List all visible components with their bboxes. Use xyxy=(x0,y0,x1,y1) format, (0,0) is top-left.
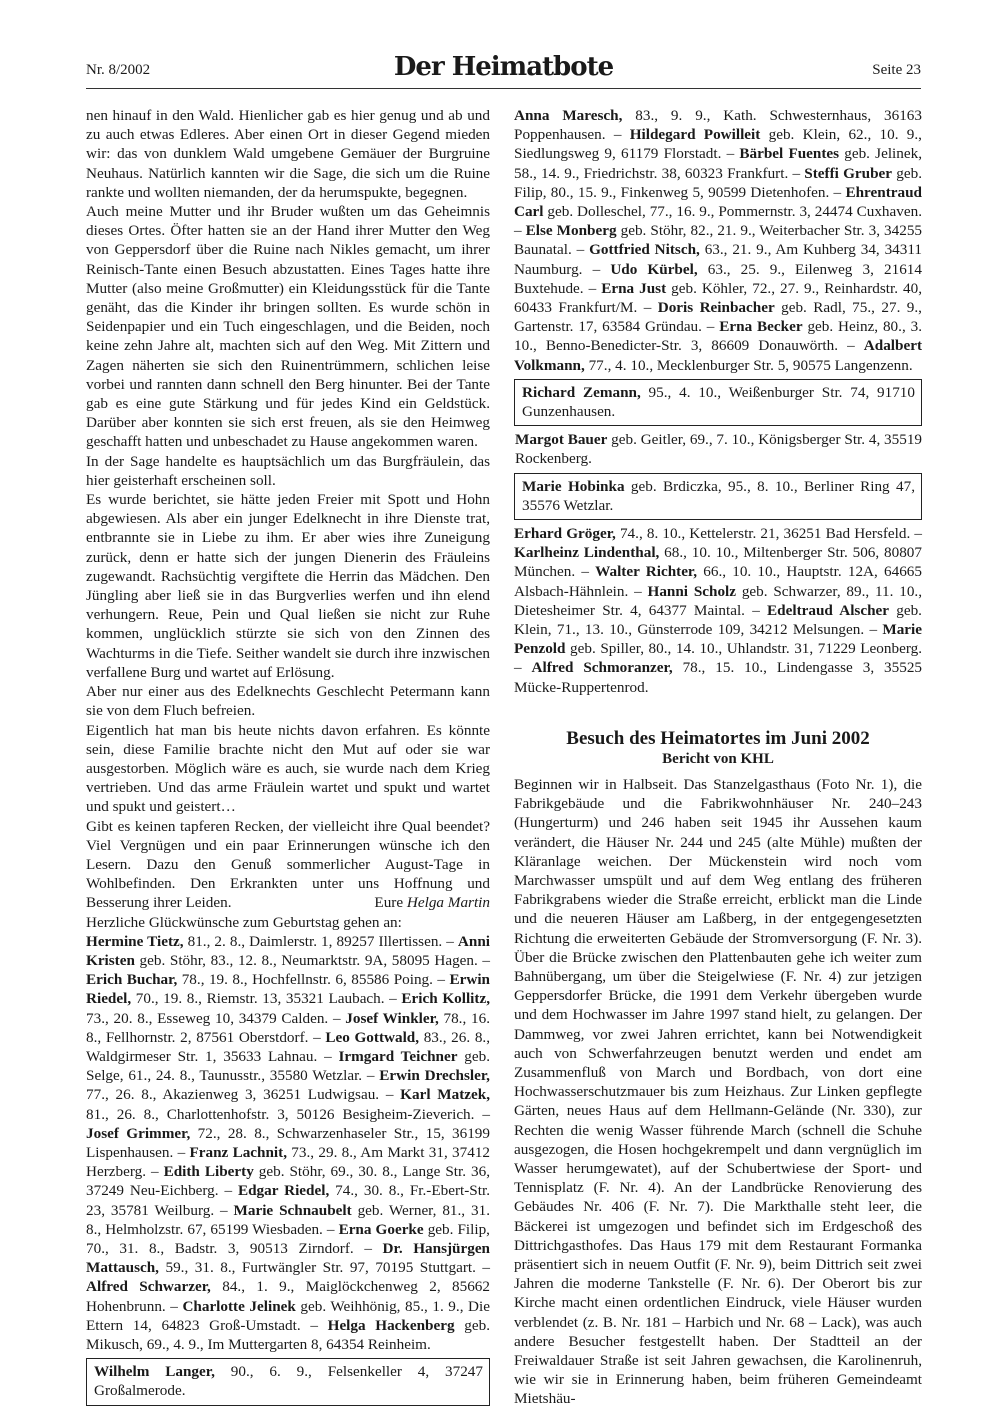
birthday-details: 74., 8. 10., Kettelerstr. 21, 36251 Bad Hersfeld. – xyxy=(615,525,922,543)
birthday-details: 63., 21. 9., Am Kuhberg 34, 34311 Naumburg. – xyxy=(514,241,922,278)
birthday-details: geb. Stöhr, 83., 12. 8., Neumarktstr. 9A, 58095 Hagen. – xyxy=(134,951,490,969)
birthday-details: geb. Köhler, 72., 27. 9., Reinhardstr. 40, 60433 Frankfurt/M. – xyxy=(514,279,923,317)
birthday-name: Hildegard Powilleit xyxy=(629,126,761,144)
birthday-name: Erich Kollitz, xyxy=(401,990,490,1008)
birthday-details: geb. Jelinek, 58., 14. 9., Friedrichstr. 38, 60323 Frankfurt. – xyxy=(514,145,922,182)
header-rule xyxy=(86,88,921,89)
birthday-name: Franz Lachnit, xyxy=(189,1143,288,1161)
birthday-name: Else Monberg xyxy=(525,222,617,240)
birthday-name: Anna Maresch, xyxy=(514,107,623,124)
birthday-name: Leo Gottwald, xyxy=(325,1028,420,1046)
issue-number: Nr. 8/2002 xyxy=(86,62,151,78)
birthday-name: Edeltraud Alscher xyxy=(767,601,890,619)
birthday-name: Hermine Tietz, xyxy=(86,932,184,950)
birthday-name: Gottfried Nitsch, xyxy=(589,241,700,259)
birthday-details: 74., 30. 8., Fr.-Ebert-Str. 23, 35781 Weilburg. – xyxy=(86,1182,490,1219)
birthday-details: 77., 26. 8., Akazienweg 3, 36251 Ludwigsau. – xyxy=(86,1086,401,1104)
birthday-name: Josef Winkler, xyxy=(345,1009,439,1027)
birthday-details: geb. Mikusch, 69., 4. 9., Im Muttergarten 8, 64354 Reinheim. xyxy=(86,1316,490,1353)
box2-name: Marie Hobinka xyxy=(522,477,625,495)
birthday-details: geb. Schwarzer, 89., 11. 10., Dietesheimer Str. 4, 64377 Maintal. – xyxy=(514,582,923,619)
closing-paragraph xyxy=(86,817,490,913)
birthday-name: Udo Kürbel, xyxy=(610,260,698,278)
birthday-details: 81., 26. 8., Charlottenhofstr. 3, 50126 Besigheim-Zieverich. – xyxy=(86,1105,490,1123)
article-title: Besuch des Heimatortes im Juni 2002 xyxy=(566,727,870,749)
box1-details: 95., 4. 10., Weißenburger Str. 74, 91710 Gunzenhausen. xyxy=(522,383,915,421)
story-paragraph: Eigentlich hat man bis heute nichts davon erfahren. Es könnte sein, diese Familie brachte nicht den Mut auf oder sie war ausgestorben. Möglich wäre es auch, sie wurde nach dem Krieg vertrieben. Und das arme Fräulein wartet und spukt und wartet und spukt und geistert… xyxy=(86,721,490,816)
birthday-details: 81., 2. 8., Daimlerstr. 1, 89257 Illertissen. – xyxy=(183,932,458,950)
story-paragraph: In der Sage handelte es hauptsächlich um das Burgfräulein, das hier geisterhaft erscheinen soll. xyxy=(86,452,490,489)
birthday-details: 72., 28. 8., Schwarzenhaseler Str., 15, 36199 Lispenhausen. – xyxy=(86,1124,490,1161)
birthday-details: 73., 20. 8., Esseweg 10, 34379 Calden. – xyxy=(86,1009,346,1027)
birthday-details: 77., 4. 10., Mecklenburger Str. 5, 90575 Langenzenn. xyxy=(584,356,913,374)
birthday-details: 66., 10. 10., Hauptstr. 12A, 64665 Alsbach-Hähnlein. – xyxy=(514,563,922,600)
birthday-details: geb. Stöhr, 69., 30. 8., Lange Str. 36, 37249 Neu-Eichberg. – xyxy=(86,1163,491,1200)
story-paragraph: Aber nur einer aus des Edelknechts Geschlecht Petermann kann sie von dem Fluch befreien. xyxy=(86,683,490,720)
birthday-details: geb. Selge, 61., 24. 8., Taunusstr., 35580 Wetzlar. – xyxy=(86,1047,490,1085)
right-column xyxy=(514,106,922,1409)
birthday-details: 84., 1. 9., Maiglöckchenweg 2, 85662 Hohenbrunn. – xyxy=(86,1278,490,1315)
birthday-details: geb. Werner, 81., 31. 8., Helmholzstr. 67, 65199 Wiesbaden. – xyxy=(86,1201,490,1238)
box-details: 90., 6. 9., Felsenkeller 4, 37247 Großalmerode. xyxy=(94,1363,483,1400)
birthday-name: Edgar Riedel, xyxy=(237,1182,330,1200)
birthday-name: Karl Matzek, xyxy=(400,1086,490,1104)
birthday-details: 59., 31. 8., Furtwängler Str. 97, 70195 Stuttgart. – xyxy=(158,1259,490,1277)
box2-details: geb. Brdiczka, 95., 8. 10., Berliner Ring 47, 35576 Wetzlar. xyxy=(522,477,915,514)
birthday-name: Erich Buchar, xyxy=(86,971,178,989)
signature-prefix: Eure xyxy=(374,894,404,912)
greeting-heading: Herzliche Glückwünsche zum Geburtstag gehen an: xyxy=(86,913,402,931)
birthday-name: Alfred Schwarzer, xyxy=(86,1278,211,1296)
birthday-name: Hanni Scholz xyxy=(647,582,737,600)
birthday-name: Karlheinz Lindenthal, xyxy=(514,544,660,562)
birthday-entry-plain xyxy=(514,430,922,468)
story-text xyxy=(86,106,490,817)
box-name: Wilhelm Langer, xyxy=(94,1363,215,1381)
story-paragraph: Auch meine Mutter und ihr Bruder wußten um das Geheimnis dieses Ortes. Öfter hatten sie an der Hand ihrer Mutter den Weg von Geppersdorf über die Ruine nach Nikles gemacht, um ihrer Reinisch-Tante einen Besuch abzustatten. Eines Tages hatte ihre Mutter (also meine Großmutter) ein Kleidungsstück für die Tante genäht, das die Kinder ihr bringen sollten. Es wurde schön in Seidenpapier und ein Tuch eingeschlagen, und die Beiden, noch keine zehn Jahre alt, machten sich auf den Weg. Mit Zittern und Zagen näherten sie sich den Ruinentrümmern, schlichen leise vorbei und rannten dann schnell den Berg hinunter. Bei der Tante gab es eine gute Stärkung und für jedes Kind ein Geldstück. Darüber aber konnten sie sich erst freuen, als sie den Heimweg geschafft hatten und unbeschadet zu Hause angekommen waren. xyxy=(86,203,490,451)
birthday-name: Bärbel Fuentes xyxy=(739,145,840,163)
birthday-details: 78., 15. 10., Lindengasse 3, 35525 Mücke-Ruppertenrod. xyxy=(514,659,923,696)
birthday-name: Erwin Riedel, xyxy=(86,971,490,1008)
birthday-details: geb. Klein, 71., 13. 10., Günsterrode 109, 34212 Melsungen. – xyxy=(514,601,922,639)
highlight-box-1 xyxy=(514,379,922,426)
birthday-name: Marie Schnaubelt xyxy=(233,1201,352,1219)
birthday-details: 78., 16. 8., Fellhornstr. 2, 87561 Oberstdorf. – xyxy=(86,1009,490,1046)
birthday-details: geb. Radl, 75., 27. 9., Gartenstr. 17, 63584 Gründau. – xyxy=(514,299,922,336)
page-number: Seite 23 xyxy=(872,62,921,78)
birthday-name: Erhard Gröger, xyxy=(514,525,616,543)
page-header xyxy=(86,52,921,88)
birthday-name: Erna Becker xyxy=(719,318,803,336)
birthday-name: Doris Reinbacher xyxy=(657,299,775,317)
birthday-name: Erna Just xyxy=(601,279,667,297)
birthday-details: 63., 25. 9., Eilenweg 3, 21614 Buxtehude. – xyxy=(514,260,922,297)
story-paragraph: nen hinauf in den Wald. Hienlicher gab es hier genug und ab und zu auch etwas Edleres. Aber einen Ort in dieser Gegend mieden wir: das von dunklem Wald umgebene Gemäuer der Burgruine Neuhaus. Natürlich kannten wir die Sage, die sich um die Ruine rankte und wollten niemanden, der da herumspukte, begegnen. xyxy=(86,107,490,201)
birthday-name: Adalbert Volkmann, xyxy=(514,337,922,374)
birthday-name: Erna Goerke xyxy=(338,1220,424,1238)
birthday-details: geb. Stöhr, 82., 21. 9., Weiterbacher Str. 3, 34255 Baunatal. – xyxy=(514,222,923,259)
box1-name: Richard Zemann, xyxy=(522,383,641,401)
article-body: Beginnen wir in Halbseit. Das Stanzelgasthaus (Foto Nr. 1), die Fabrikgebäude und die Fabrikwohnhäuser Nr. 240–243 (Hungerturm) und 246 haben seit 1945 ihr Aussehen kaum verändert, die Häuser Nr. 244 und 245 (alte Mühle) mußten der Kläranlage weichen. Der Mückenstein wird noch vom Marchwasser umspült und auf dem Weg entlang des früheren Fabrikgrabens wieder die Straße erreicht, erblickt man die Linde und die neueren Häuser am Laßberg, in der entgegengesetzten Richtung die erweiterten Gebäude der Stromversorgung (F. Nr. 3). Über die Brücke zwischen den Plattenbauten gehe ich weiter zum Bahnübergang, um über die Steigelwiese (F. Nr. 4) zur jetzigen Geppersdorfer Brücke, die 1991 dem Verkehr übergeben wurde und dem Hochwasser im Jahre 1997 stand hielt, zu gelangen. Der Dammweg, vor zwei Jahren errichtet, kann bei Notwendigkeit auch von Schwerfahrzeugen benutzt werden und endet am Zusammenfluß von March und Bordbach, von dort eine Hochwasserschutzmauer bis zum Heizhaus. Zur Linken gepflegte Gärten, neues Haus auf dem Hellmann-Gelände (Nr. 330), zur Rechten die wenig Wasser führende March (schnell die Schuhe ausgezogen, die Hosen hochgekrempelt und dann vergnüglich im Wasser herumgewatet), auf der Schubertwiese der Sport- und Tennisplatz (F. Nr. 4). An der Landbrücke Renovierung des Gebäudes Nr. 406 (F. Nr. 7). Die Markthalle steht leer, die Bäckerei ist umgezogen und befindet sich im Erdgeschoß des Dittrichgasthofes. Das Haus 179 mit dem Restaurant Formanka präsentiert sich in neuem Outfit (F. Nr. 9), beim Dittrich seit zwei Jahren die moderne Tankstelle (F. Nr. 6). Der Oberort bis zur Kirche macht einen ordentlichen Eindruck, viele Häuser wurden verblendet (z. B. Nr. 181 – Harbich und Nr. 68 – Lack), was auch andere Besucher festgestellt haben. Der Stadtteil an der Freiwaldauer Straße ist seit Jahren gewachsen, die Karolinenruh, wie wir sie in Erinnerung haben, beim früheren Gemeindeamt Mietshäu- xyxy=(514,775,922,1408)
birthday-name: Ehrentraud Carl xyxy=(514,183,922,221)
highlight-box-2 xyxy=(514,473,922,520)
birthday-name: Edith Liberty xyxy=(163,1163,254,1181)
signature xyxy=(374,893,490,912)
birthday-details: geb. Dolleschel, 77., 16. 9., Pommernstr. 3, 24474 Cuxhaven. – xyxy=(514,203,922,240)
birthday-name: Irmgard Teichner xyxy=(338,1047,458,1065)
birthday-details: geb. Weihhönig, 85., 1. 9., Die Ettern 14, 64823 Groß-Umstadt. – xyxy=(86,1297,490,1334)
birthday-name: Helga Hackenberg xyxy=(327,1316,455,1334)
birthday-list-left xyxy=(86,932,490,1354)
birthday-name: Steffi Gruber xyxy=(804,164,893,182)
birthday-name: Anni Kristen xyxy=(86,932,490,969)
birthday-details: 78., 19. 8., Hochfellnstr. 6, 85586 Poing. – xyxy=(177,971,450,989)
birthday-details: geb. Heinz, 80., 3. 10., Benno-Benedicter-Str. 3, 86609 Donauwörth. – xyxy=(514,318,923,355)
birthday-list-right-b xyxy=(514,524,922,697)
birthday-details: 73., 29. 8., Am Markt 31, 37412 Herzberg. – xyxy=(86,1143,491,1181)
birthday-details: 68., 10. 10., Miltenberger Str. 506, 80807 München. – xyxy=(514,544,922,581)
birthday-details: 83., 26. 8., Waldgirmeser Str. 1, 35633 Lahnau. – xyxy=(86,1028,491,1065)
closing-text: Gibt es keinen tapferen Recken, der vielleicht ihre Qual beendet? Viel Vergnügen und ein paar Erinnerungen wünsche ich den Lesern. Dazu den Genuß sommerlicher August-Tage in Wohlbefinden. Den Erkrankten unter uns Hoffnung und Besserung ihrer Leiden. xyxy=(86,817,490,912)
birthday-name: Josef Grimmer, xyxy=(86,1124,191,1142)
birthday-name: Marie Penzold xyxy=(514,621,922,658)
birthday-details: geb. Klein, 62., 10. 9., Siedlungsweg 9, 61179 Florstadt. – xyxy=(514,126,922,163)
plain1-name: Margot Bauer xyxy=(515,431,608,449)
birthday-name: Alfred Schmoranzer, xyxy=(531,659,673,677)
birthday-details: geb. Filip, 70., 31. 8., Badstr. 3, 90513 Zirndorf. – xyxy=(86,1220,490,1257)
highlight-box-left xyxy=(86,1358,490,1405)
birthday-details: 83., 9. 9., Kath. Schwesternhaus, 36163 Poppenhausen. – xyxy=(514,107,922,144)
masthead-logo xyxy=(86,52,921,82)
masthead-title: Der Heimatbote xyxy=(393,52,614,82)
birthday-name: Charlotte Jelinek xyxy=(182,1297,296,1315)
left-column xyxy=(86,106,490,1410)
birthday-name: Dr. Hansjürgen Mattausch, xyxy=(86,1239,491,1277)
birthday-details: geb. Filip, 80., 15. 9., Finkenweg 5, 90599 Dietenhofen. – xyxy=(514,164,922,201)
birthday-name: Erwin Drechsler, xyxy=(379,1067,490,1085)
plain1-details: geb. Geitler, 69., 7. 10., Königsberger Str. 4, 35519 Rockenberg. xyxy=(515,431,923,468)
birthday-details: 70., 19. 8., Riemstr. 13, 35321 Laubach. – xyxy=(131,990,402,1008)
story-paragraph: Es wurde berichtet, sie hätte jeden Freier mit Spott und Hohn abgewiesen. Als aber ein junger Edelknecht in ihre Dienste trat, entbrannte sie in Liebe zu ihm. Er aber wies ihre Zuneigung zurück, denn er hatte sich der jungen Dienerin des Fräuleins zugewandt. Rachsüchtig vergiftete die Herrin das Mädchen. Den Jüngling aber ließ sie in das Burgverlies werfen und ihn elend verhungern. Reue, Pein und Qual ließen sie nicht zur Ruhe kommen, unglücklich stürzte sie sich von den Zinnen des Wachturms in die Tiefe. Seither wandelt sie durch ihre inzwischen verfallene Burg und wartet auf Erlösung. xyxy=(86,491,490,681)
birthday-list-right-a xyxy=(514,106,922,375)
birthday-name: Walter Richter, xyxy=(595,563,698,581)
article-byline: Bericht von KHL xyxy=(662,750,774,767)
birthday-details: geb. Spiller, 80., 14. 10., Uhlandstr. 31, 71229 Leonberg. – xyxy=(514,640,922,677)
signature-name: Helga Martin xyxy=(406,894,490,912)
